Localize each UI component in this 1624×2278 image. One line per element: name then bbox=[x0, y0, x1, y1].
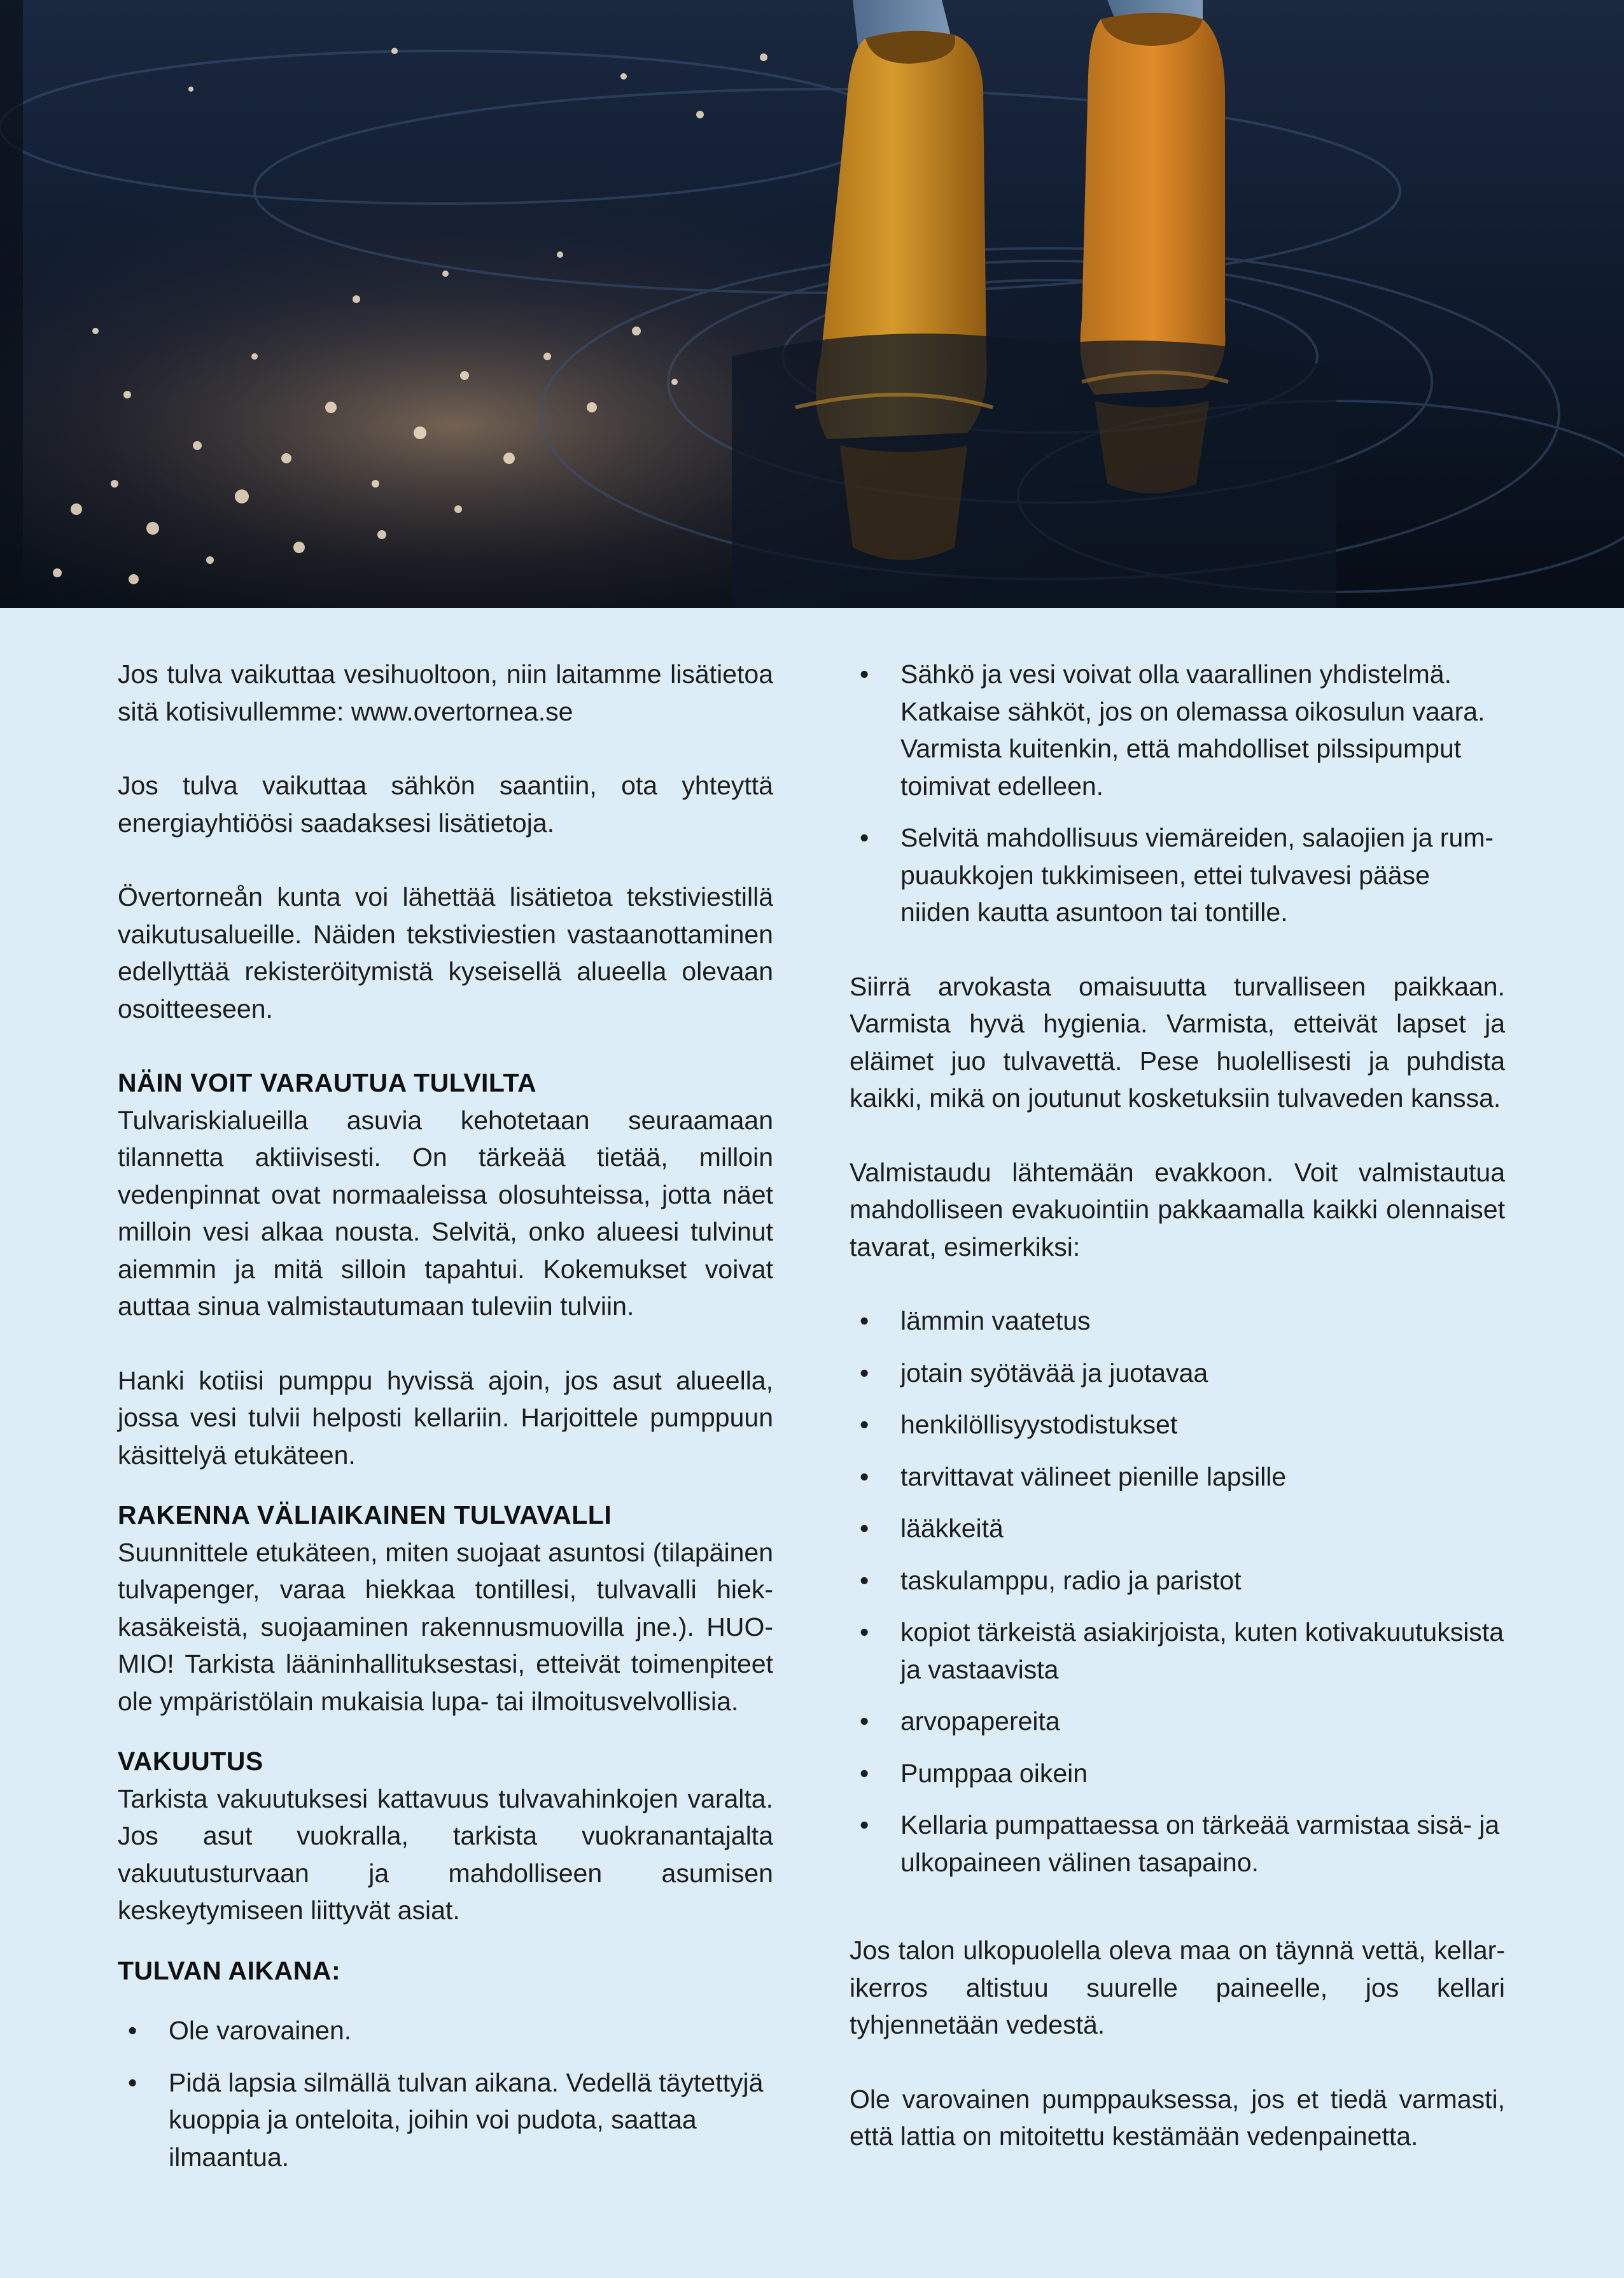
list-item: • lääkkeitä bbox=[850, 1510, 1505, 1547]
bullet-icon: • bbox=[860, 1410, 869, 1439]
bullet-icon: • bbox=[860, 1706, 869, 1736]
bullet-icon: • bbox=[860, 1758, 869, 1788]
valuables-hygiene-paragraph: Siirrä arvokasta omaisuutta turvalliseen paikkaan. Varmista hyvä hygienia. Varmista, etteivät lapset ja eläimet juo tulvavettä. Pese huolellisesti ja puhdista kaikki, mikä on joutunut kosketuksiin tulvaveden kanssa. bbox=[850, 971, 1505, 1113]
evacuation-paragraph: Valmistaudu lähtemään evakkoon. Voit valmistautua mahdolliseen evakuointiin pakkaamalla kaikki olennaiset tavarat, esimerkiksi: bbox=[850, 1157, 1505, 1262]
list-item: • Selvitä mahdollisuus viemäreiden, salaojien ja rumpuaukkojen tukkimiseen, ettei tulvavesi pääse niiden kautta asuntoon tai tontille. bbox=[850, 819, 1505, 931]
heading-during-flood: TULVAN AIKANA: bbox=[118, 1955, 341, 1985]
bullet-icon: • bbox=[128, 2016, 137, 2045]
list-item: • taskulamppu, radio ja paristot bbox=[850, 1562, 1505, 1600]
list-item: • henkilöllisyystodistukset bbox=[850, 1406, 1505, 1444]
bullet-icon: • bbox=[860, 1617, 869, 1647]
water-supply-paragraph: Jos tulva vaikuttaa vesihuoltoon, niin laitamme lisätietoa sitä kotisivullemme: www.overtornea.se bbox=[118, 659, 773, 726]
bullet-icon: • bbox=[860, 1461, 869, 1491]
barrier-paragraph: Suunnittele etukäteen, miten suojaat asuntosi (tilapäinen tulvapenger, varaa hiekkaa tontillesi, tulvavalli hiekkasäkeistä, suojaaminen rakennusmuovilla jne.). HUOMIO! Tarkista lääninhallituksestasi, etteivät toimenpiteet ole ympäristölain mukaisia lupa- tai ilmoitusvelvollisia. bbox=[118, 1537, 773, 1716]
insurance-paragraph: Tarkista vakuutuksesi kattavuus tulvavahinkojen varalta. Jos asut vuokralla, tarkista vuokranantajalta vakuutusturvaan ja mahdolliseen asumisen keskeytymiseen liittyvät asiat. bbox=[118, 1783, 773, 1925]
bullet-icon: • bbox=[128, 2067, 137, 2097]
list-item: • tarvittavat välineet pienille lapsille bbox=[850, 1458, 1505, 1496]
basement-pressure-paragraph: Jos talon ulkopuolella oleva maa on täynnä vettä, kellarikerros altistuu suurelle paineelle, jos kellari tyhjennetään vedestä. bbox=[850, 1936, 1505, 2039]
evacuation-items-list bbox=[850, 1302, 1505, 1881]
bullet-icon: • bbox=[860, 1565, 869, 1595]
hero-photo bbox=[0, 0, 1624, 608]
right-column bbox=[850, 656, 1505, 2192]
list-item: • Pumppaa oikein bbox=[850, 1755, 1505, 1792]
list-item: • lämmin vaatetus bbox=[850, 1302, 1505, 1340]
list-item: • arvopapereita bbox=[850, 1703, 1505, 1740]
heading-prepare-for-floods: NÄIN VOIT VARAUTUA TULVILTA bbox=[118, 1068, 537, 1097]
bullet-icon: • bbox=[860, 1810, 869, 1839]
list-item: • jotain syötävää ja juotavaa bbox=[850, 1354, 1505, 1392]
sms-info-paragraph: Övertorneån kunta voi lähettää lisätietoa tekstiviestillä vaikutusalueille. Näiden tekstiviestien vastaanottaminen edellyttää rekisteröitymistä kyseisellä alueella olevaan osoitteeseen. bbox=[118, 882, 773, 1023]
list-item: • Kellaria pumpattaessa on tärkeää varmistaa sisä- ja ulkopaineen välinen tasapaino. bbox=[850, 1806, 1505, 1881]
bullet-icon: • bbox=[860, 1358, 869, 1388]
flood-boots-photo bbox=[0, 0, 1624, 608]
bullet-icon: • bbox=[860, 1514, 869, 1543]
list-item: • kopiot tärkeistä asiakirjoista, kuten kotivakuutuksista ja vastaavista bbox=[850, 1614, 1505, 1688]
pumping-caution-paragraph: Ole varovainen pumppauksessa, jos et tiedä varmasti, että lattia on mitoitettu kestämään vedenpainetta. bbox=[850, 2084, 1505, 2151]
electricity-paragraph: Jos tulva vaikuttaa sähkön saantiin, ota yhteyttä energiayhtiöösi saadaksesi lisätietoja. bbox=[118, 771, 773, 838]
prepare-paragraph: Tulvariskialueilla asuvia kehotetaan seuraamaan tilannetta aktiivisesti. On tärkeää tietää, milloin vedenpinnat ovat normaaleissa olosuhteissa, jotta näet milloin vesi alkaa nousta. Selvitä, onko alueesi tulvinut aiemmin ja mitä silloin tapahtui. Kokemukset voivat auttaa sinua valmistautumaan tuleviin tulviin. bbox=[118, 1105, 773, 1321]
list-item: • Sähkö ja vesi voivat olla vaarallinen yhdistelmä. Katkaise sähköt, jos on olemassa oikosulun vaara. Varmista kuitenkin, että mahdolliset pilssipumput toimivat edelleen. bbox=[850, 656, 1505, 805]
list-item: • Ole varovainen. bbox=[118, 2012, 773, 2049]
heading-insurance: VAKUUTUS bbox=[118, 1747, 263, 1776]
bullet-icon: • bbox=[860, 1306, 869, 1335]
during-flood-list bbox=[118, 2012, 773, 2176]
list-item: • Pidä lapsia silmällä tulvan aikana. Vedellä täytettyjä kuoppia ja onteloita, joihin voi pudota, saattaa ilmaantua. bbox=[118, 2064, 773, 2176]
bullet-icon: • bbox=[860, 659, 869, 689]
heading-temporary-flood-barrier: RAKENNA VÄLIAIKAINEN TULVAVALLI bbox=[118, 1500, 612, 1529]
pump-paragraph: Hanki kotiisi pumppu hyvissä ajoin, jos asut alueella, jossa vesi tulvii helposti kellariin. Harjoittele pumppuun käsittelyä etukäteen. bbox=[118, 1365, 773, 1470]
bullet-icon: • bbox=[860, 823, 869, 852]
left-column bbox=[118, 656, 773, 2190]
safety-list bbox=[850, 656, 1505, 931]
